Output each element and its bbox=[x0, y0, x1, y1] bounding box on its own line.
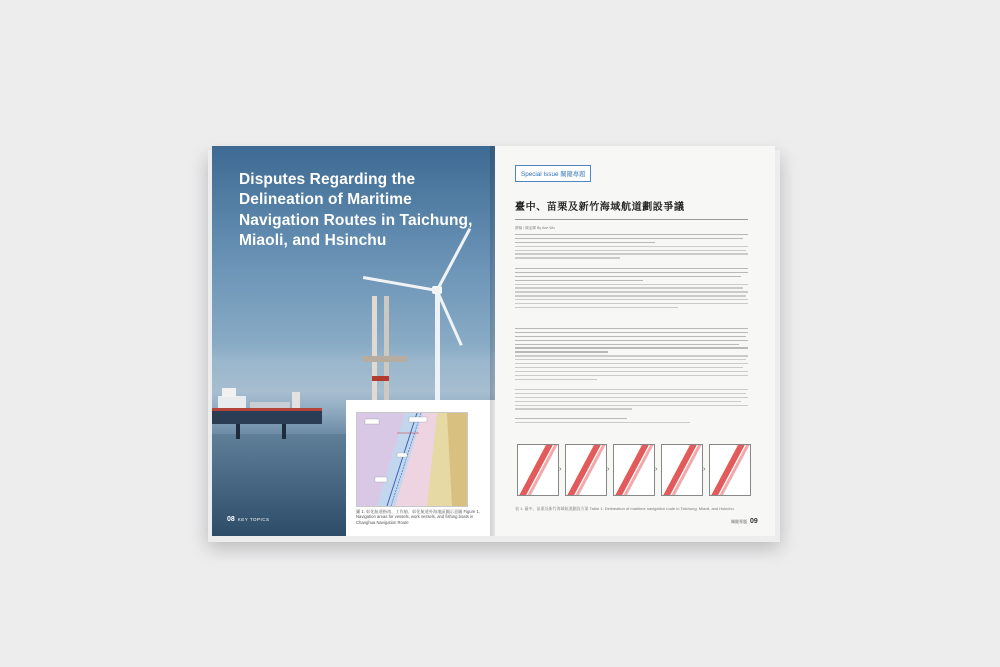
right-page bbox=[495, 146, 775, 536]
arrow-icon: › bbox=[559, 466, 562, 473]
body-paragraph-1 bbox=[515, 234, 748, 261]
left-page bbox=[212, 146, 495, 536]
right-section-label: 關鍵專題 bbox=[731, 519, 747, 524]
right-folio bbox=[731, 518, 758, 525]
route-diagram-5 bbox=[709, 444, 751, 496]
body-paragraph-4 bbox=[515, 389, 748, 412]
crane-leg-2 bbox=[384, 296, 389, 406]
route-diagram-1 bbox=[517, 444, 562, 496]
arrow-icon: › bbox=[607, 466, 610, 473]
route-diagram-3 bbox=[613, 444, 658, 496]
navigation-map-image bbox=[356, 412, 468, 507]
crane-red-mark bbox=[372, 376, 389, 381]
special-issue-badge: Special Issue 關鍵專題 bbox=[515, 165, 591, 182]
route-options-table bbox=[517, 436, 751, 500]
title-rule bbox=[515, 219, 748, 220]
turbine-blade-2 bbox=[363, 276, 437, 292]
left-page-number: 08 bbox=[227, 516, 235, 523]
table-caption: 表 1. 臺中、苗栗及新竹海域航道劃設方案 Table 1. Delineation of maritime navigation route in Taichung, Miaoli, and Hsinchu bbox=[515, 506, 734, 511]
right-page-number: 09 bbox=[750, 518, 758, 525]
author-line: 撰稿 / 陳孟暉 By Ann Wu bbox=[515, 226, 555, 230]
body-paragraph-2 bbox=[515, 268, 748, 311]
navigation-map-figure bbox=[346, 400, 495, 536]
wind-turbine-tower bbox=[435, 289, 440, 411]
crane-leg-1 bbox=[372, 296, 377, 406]
arrow-icon: › bbox=[655, 466, 658, 473]
route-diagram-4 bbox=[661, 444, 706, 496]
article-title: Disputes Regarding the Delineation of Maritime Navigation Routes in Taichung, Miaoli, and Hsinchu bbox=[239, 171, 473, 250]
arrow-icon: › bbox=[703, 466, 706, 473]
body-paragraph-3 bbox=[515, 328, 748, 382]
left-section-label: KEY TOPICS bbox=[237, 517, 270, 522]
jack-up-vessel bbox=[212, 384, 322, 439]
route-diagram-2 bbox=[565, 444, 610, 496]
crane-boom bbox=[362, 356, 407, 362]
map-caption: 圖 1. 彰化航道指南、工作船、彰化航道外海地區圖示意圖 Figure 1. Navigation areas for vessels, work vessels, and fishing boats in Changhua Navigation Route bbox=[356, 509, 481, 525]
body-paragraph-5 bbox=[515, 418, 748, 426]
chinese-title: 臺中、苗栗及新竹海域航道劃設爭議 bbox=[515, 202, 685, 213]
left-folio bbox=[227, 516, 270, 523]
